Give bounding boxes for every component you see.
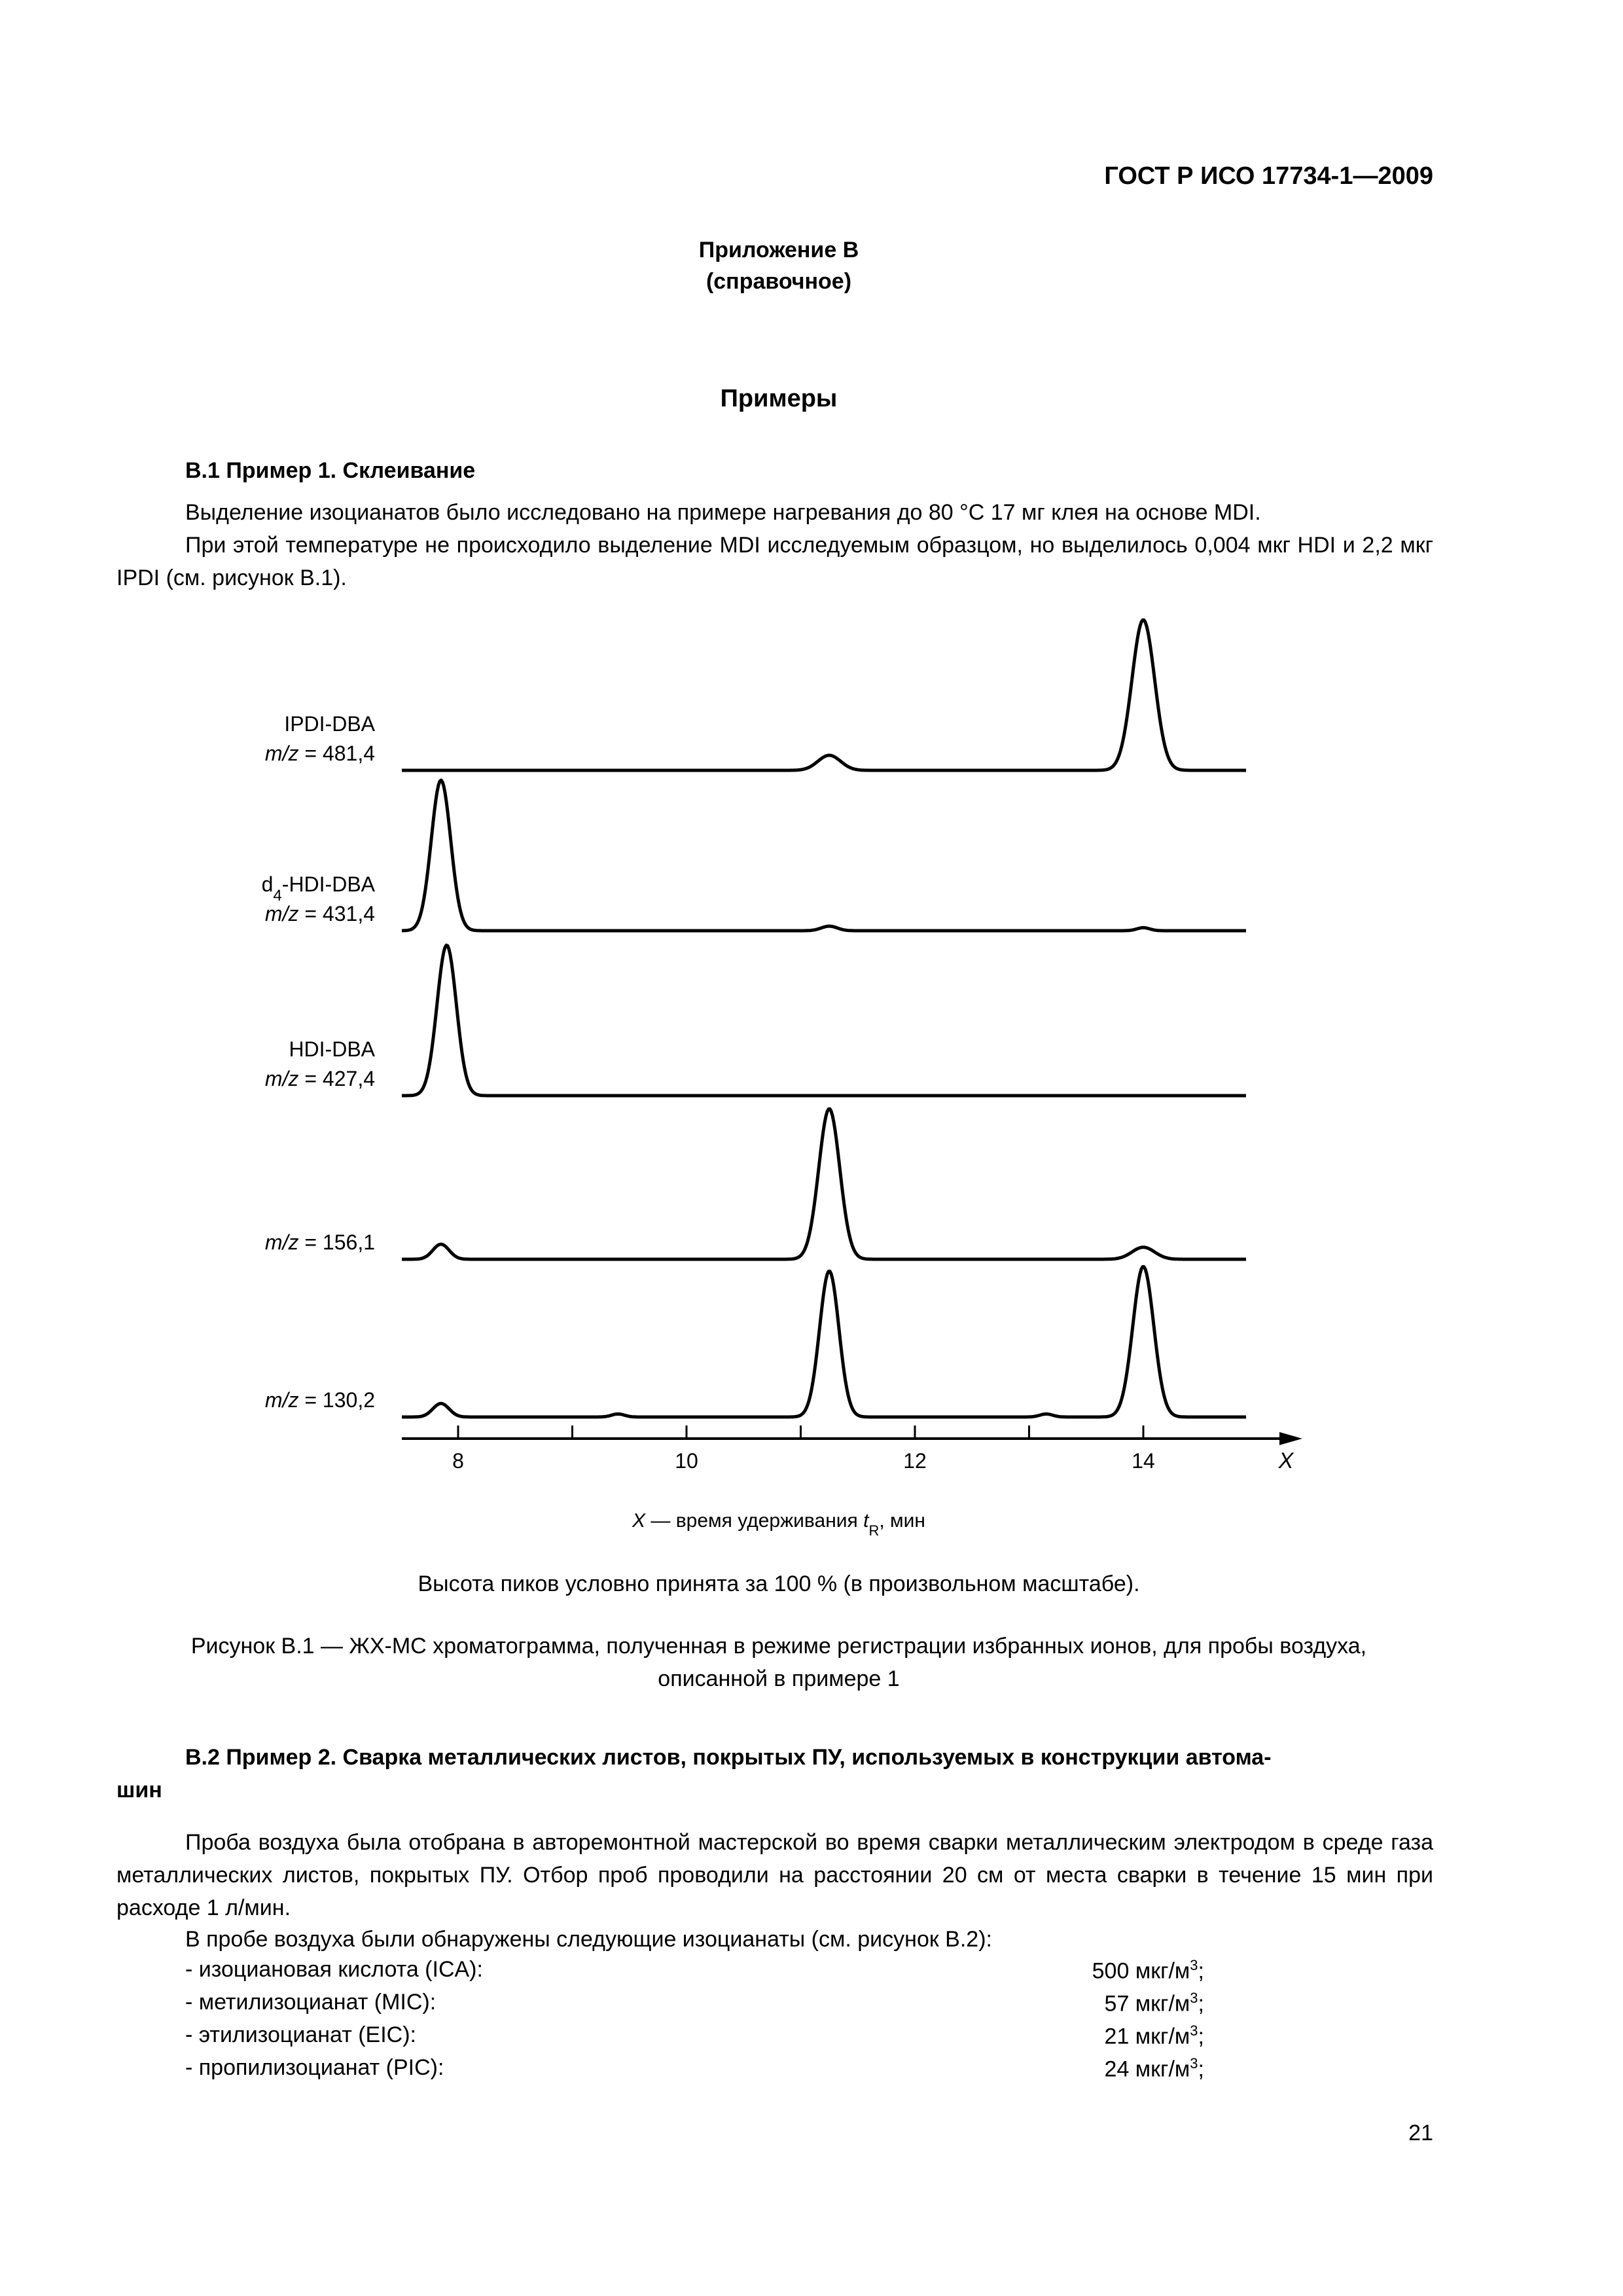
section2-paragraph-2: В пробе воздуха были обнаружены следующие изоцианаты (см. рисунок В.2): <box>185 1927 992 1952</box>
trace-mz-label: m/z = 427,4 <box>264 1067 375 1090</box>
x-tick-label: 10 <box>675 1449 698 1473</box>
value-text: 500 мкг/м <box>1092 1958 1190 1984</box>
chromatogram-figure <box>0 589 1623 1558</box>
trace-name-label: IPDI-DBA <box>284 712 375 736</box>
chromatogram-trace <box>402 780 1246 931</box>
x-axis <box>402 1426 1302 1473</box>
chromatogram-traces <box>402 620 1246 1417</box>
x-axis-letter: X <box>1278 1448 1294 1473</box>
value-tail: ; <box>1198 1958 1204 1984</box>
figure-note: Высота пиков условно принята за 100 % (в произвольном масштабе). <box>418 1571 1140 1596</box>
appendix-heading <box>0 234 1558 297</box>
isocyanate-item-label: - пропилизоцианат (PIC): <box>185 2055 444 2080</box>
isocyanate-item-label: - этилизоцианат (EIC): <box>185 2022 416 2047</box>
value-text: 21 мкг/м <box>1104 2024 1190 2049</box>
trace-labels <box>262 712 376 1412</box>
x-tick-label: 12 <box>903 1449 927 1473</box>
trace-name-label: HDI-DBA <box>289 1037 375 1061</box>
isocyanate-item-label: - изоциановая кислота (ICA): <box>185 1957 483 1982</box>
figure-caption <box>0 1630 1558 1695</box>
section2-heading <box>116 1741 1429 1806</box>
isocyanate-item-value <box>1105 2022 1204 2049</box>
value-superscript: 3 <box>1190 2055 1198 2072</box>
section1-heading: В.1 Пример 1. Склеивание <box>185 458 476 483</box>
trace-mz-label: m/z = 156,1 <box>264 1230 375 1254</box>
section1-paragraph-1: Выделение изоцианатов было исследовано на примере нагревания до 80 °С 17 мг клея на основе MDI. <box>185 500 1261 525</box>
chromatogram-trace <box>402 620 1246 770</box>
value-text: 57 мкг/м <box>1104 1991 1190 2017</box>
section2-heading-line-2: шин <box>116 1778 162 1803</box>
isocyanate-item-value <box>1105 1990 1204 2017</box>
value-superscript: 3 <box>1190 2022 1198 2039</box>
chromatogram-trace <box>402 945 1246 1096</box>
section2-paragraph-1: Проба воздуха была отобрана в авторемонтной мастерской во время сварки металлическим электродом в среде газа металлических листов, покрытых ПУ. Отбор проб проводили на расстоянии 20 см от места сварки в течение 15 мин при расходе 1 л/мин. <box>116 1830 1433 1920</box>
section1-paragraph-2: При этой температуре не происходило выделение MDI исследуемым образцом, но выделилось 0,004 мкг HDI и 2,2 мкг IPDI (см. рисунок В.1). <box>116 533 1433 590</box>
value-tail: ; <box>1198 2024 1204 2049</box>
value-superscript: 3 <box>1190 1990 1198 2006</box>
x-axis-arrow <box>1279 1432 1302 1445</box>
isocyanate-item-value <box>1092 1957 1204 1984</box>
trace-mz-label: m/z = 431,4 <box>264 902 375 925</box>
isocyanate-item-label: - метилизоцианат (MIC): <box>185 1990 437 2015</box>
standard-number: ГОСТ Р ИСО 17734-1—2009 <box>1104 162 1433 190</box>
isocyanate-item-value <box>1105 2055 1204 2082</box>
appendix-note: (справочное) <box>705 269 852 294</box>
trace-name-label: $d_4-HDI$-DBA <box>261 872 375 905</box>
value-text: 24 мкг/м <box>1104 2056 1190 2082</box>
x-tick-label: 14 <box>1132 1449 1155 1473</box>
examples-heading: Примеры <box>720 385 838 412</box>
page-number: 21 <box>1408 2121 1433 2145</box>
trace-mz-label: m/z = 130,2 <box>264 1388 375 1412</box>
value-superscript: 3 <box>1190 1957 1198 1973</box>
figure-caption-line-1: Рисунок В.1 — ЖХ-МС хроматограмма, полученная в режиме регистрации избранных ионов, для пробы воздуха, <box>190 1634 1367 1659</box>
value-tail: ; <box>1198 1991 1204 2017</box>
section2-heading-line-1: В.2 Пример 2. Сварка металлических листов, покрытых ПУ, используемых в конструкции автома- <box>185 1745 1272 1770</box>
figure-caption-line-2: описанной в примере 1 <box>658 1666 900 1691</box>
chromatogram-trace <box>402 1109 1246 1259</box>
trace-mz-label: m/z = 481,4 <box>264 742 375 765</box>
chromatogram-trace <box>402 1266 1246 1417</box>
x-axis-title: X — время удерживания $t_R$, мин <box>632 1510 925 1539</box>
appendix-title: Приложение В <box>698 238 859 262</box>
value-tail: ; <box>1198 2056 1204 2082</box>
x-tick-label: 8 <box>452 1449 464 1473</box>
